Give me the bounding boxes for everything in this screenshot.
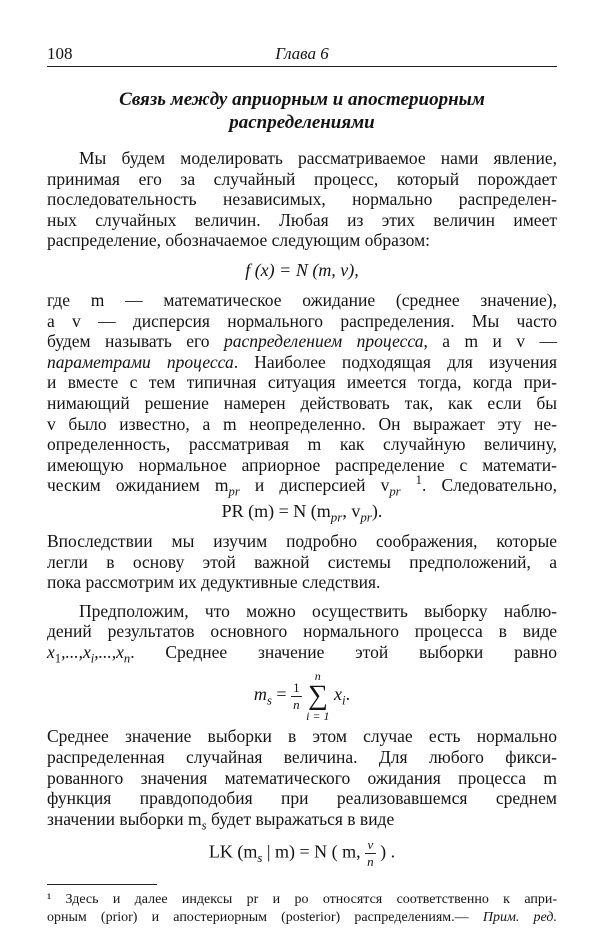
section-title-line2: распределениями — [229, 112, 375, 133]
footnote-marker: 1 — [415, 473, 422, 488]
summation-sign: n ∑ i = 1 — [306, 669, 330, 724]
header-rule — [47, 66, 557, 67]
paragraph-1: Мы будем моделировать рассматриваемое нами явление, принимая его за случайный процесс, который порождает последовательность независимых, нормально распределен- ных случайных величин. Любая из этих величин имеет распределение, обозначаемое следующим образом: — [47, 148, 557, 251]
paragraph-5: Среднее значение выборки в этом случае есть нормально распределенная случайная величина. Для любого фикси- рованного значения математического ожидания процесса m функция правдоподобия при реализовавшемся среднем значении выборки $m_s$ будет выражаться в виде — [47, 726, 557, 833]
footnote-divider — [47, 884, 157, 885]
section-title-line1: Связь между априорным и апостериорным — [119, 89, 485, 110]
running-header — [47, 40, 557, 66]
paragraph-2: где m — математическое ожидание (среднее значение), а v — дисперсия нормального распределения. Мы часто будем называть его распределением процесса, а m и v — параметрами процесса. Наиболее подходящая для изучения и вместе с тем типичная ситуация имеется тогда, когда при- нимающий решение намерен действовать так, как если бы v было известно, а m неопределенно. Он выражает эту не- определенность, рассматривая m как случайную величину, имеющую нормальное априорное распределение с математи- ческим ожиданием $m_{pr}$ и дисперсией $v_{pr}$ $^1$. Следовательно, — [47, 289, 558, 499]
chapter-title: Глава 6 — [275, 44, 329, 63]
section-title — [47, 88, 557, 134]
fraction-v-over-n: $\frac{v}{n}$ — [367, 837, 374, 870]
formula-likelihood: LK ($m_s$ | m) = N ( m, $\frac{v}{n}$ ) . — [208, 837, 396, 870]
paragraph-4: Предположим, что можно осуществить выборку наблю- дений результатов основного нормального процесса в виде $x_1,...,x_i,...,x_n$. Среднее значение этой выборки равно — [47, 600, 557, 666]
footnote: ¹ Здесь и далее индексы pr и po относятся соответственно к апри- орным (prior) и апостериорным (posterior) распределениям.— Прим. ред. — [47, 892, 557, 926]
formula-prior: PR (m) = N ($m_{pr}$, $v_{pr}$). — [221, 500, 383, 525]
book-page — [47, 40, 557, 927]
formula-sample-mean: $m_s$ = $\frac{1}{n}$ n ∑ i = 1 $x_i$. — [253, 669, 351, 724]
paragraph-3: Впоследствии мы изучим подробно соображения, которые легли в основу этой важной системы предположений, а пока рассмотрим их дедуктивные следствия. — [47, 530, 557, 593]
fraction-1-over-n: $\frac{1}{n}$ — [293, 679, 300, 712]
formula-f-of-x: f (x) = N (m, v), — [245, 259, 359, 280]
page-number: 108 — [47, 44, 73, 63]
